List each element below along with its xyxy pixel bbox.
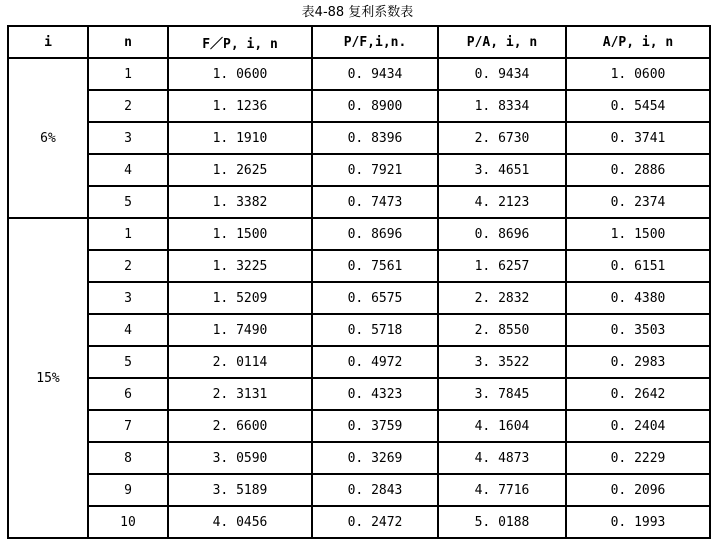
pa-cell: 1. 6257 <box>438 250 566 282</box>
period-cell: 1 <box>88 218 168 250</box>
ap-cell: 0. 2983 <box>566 346 710 378</box>
period-cell: 6 <box>88 378 168 410</box>
rate-cell: 15% <box>8 218 88 538</box>
fp-cell: 2. 3131 <box>168 378 312 410</box>
pa-cell: 3. 4651 <box>438 154 566 186</box>
table-row <box>8 154 710 186</box>
period-cell: 2 <box>88 90 168 122</box>
ap-cell: 0. 4380 <box>566 282 710 314</box>
fp-cell: 1. 1236 <box>168 90 312 122</box>
ap-cell: 0. 3503 <box>566 314 710 346</box>
fp-cell: 2. 6600 <box>168 410 312 442</box>
ap-cell: 0. 2404 <box>566 410 710 442</box>
table-row <box>8 282 710 314</box>
pa-cell: 4. 7716 <box>438 474 566 506</box>
table-row <box>8 90 710 122</box>
period-cell: 5 <box>88 346 168 378</box>
fp-cell: 1. 3225 <box>168 250 312 282</box>
fp-cell: 1. 7490 <box>168 314 312 346</box>
period-cell: 10 <box>88 506 168 538</box>
ap-cell: 0. 2096 <box>566 474 710 506</box>
table-row <box>8 314 710 346</box>
period-cell: 8 <box>88 442 168 474</box>
fp-cell: 1. 3382 <box>168 186 312 218</box>
pf-cell: 0. 7561 <box>312 250 438 282</box>
pa-cell: 4. 4873 <box>438 442 566 474</box>
pa-cell: 2. 2832 <box>438 282 566 314</box>
period-cell: 9 <box>88 474 168 506</box>
ap-cell: 0. 6151 <box>566 250 710 282</box>
pf-cell: 0. 9434 <box>312 58 438 90</box>
pa-cell: 5. 0188 <box>438 506 566 538</box>
rate-cell: 6% <box>8 58 88 218</box>
pf-cell: 0. 4972 <box>312 346 438 378</box>
header-ap: A/P, i, n <box>566 26 710 58</box>
pf-cell: 0. 3269 <box>312 442 438 474</box>
pa-cell: 2. 6730 <box>438 122 566 154</box>
compound-interest-table <box>7 25 711 539</box>
header-row <box>8 26 710 58</box>
pf-cell: 0. 7921 <box>312 154 438 186</box>
pf-cell: 0. 6575 <box>312 282 438 314</box>
table-row <box>8 186 710 218</box>
pa-cell: 4. 2123 <box>438 186 566 218</box>
ap-cell: 1. 1500 <box>566 218 710 250</box>
pf-cell: 0. 7473 <box>312 186 438 218</box>
pf-cell: 0. 4323 <box>312 378 438 410</box>
period-cell: 4 <box>88 154 168 186</box>
pf-cell: 0. 3759 <box>312 410 438 442</box>
fp-cell: 2. 0114 <box>168 346 312 378</box>
fp-cell: 1. 0600 <box>168 58 312 90</box>
fp-cell: 3. 0590 <box>168 442 312 474</box>
pa-cell: 1. 8334 <box>438 90 566 122</box>
ap-cell: 0. 5454 <box>566 90 710 122</box>
header-pa: P/A, i, n <box>438 26 566 58</box>
fp-cell: 1. 2625 <box>168 154 312 186</box>
period-cell: 7 <box>88 410 168 442</box>
pa-cell: 4. 1604 <box>438 410 566 442</box>
period-cell: 1 <box>88 58 168 90</box>
ap-cell: 0. 3741 <box>566 122 710 154</box>
header-fp: F／P, i, n <box>168 26 312 58</box>
pf-cell: 0. 8900 <box>312 90 438 122</box>
table-row <box>8 58 710 90</box>
period-cell: 5 <box>88 186 168 218</box>
fp-cell: 1. 1500 <box>168 218 312 250</box>
table-row <box>8 474 710 506</box>
table-caption: 表4-88 复利系数表 <box>301 5 414 20</box>
ap-cell: 0. 2229 <box>566 442 710 474</box>
pa-cell: 0. 8696 <box>438 218 566 250</box>
table-row <box>8 346 710 378</box>
fp-cell: 1. 5209 <box>168 282 312 314</box>
period-cell: 2 <box>88 250 168 282</box>
fp-cell: 1. 1910 <box>168 122 312 154</box>
period-cell: 4 <box>88 314 168 346</box>
ap-cell: 0. 2374 <box>566 186 710 218</box>
table-row <box>8 218 710 250</box>
pa-cell: 3. 7845 <box>438 378 566 410</box>
pa-cell: 3. 3522 <box>438 346 566 378</box>
table-row <box>8 410 710 442</box>
period-cell: 3 <box>88 122 168 154</box>
ap-cell: 0. 2886 <box>566 154 710 186</box>
pf-cell: 0. 2472 <box>312 506 438 538</box>
header-rate: i <box>8 26 88 58</box>
pa-cell: 0. 9434 <box>438 58 566 90</box>
table-row <box>8 122 710 154</box>
fp-cell: 3. 5189 <box>168 474 312 506</box>
pf-cell: 0. 8696 <box>312 218 438 250</box>
table-row <box>8 442 710 474</box>
table-row <box>8 378 710 410</box>
table-row <box>8 506 710 538</box>
fp-cell: 4. 0456 <box>168 506 312 538</box>
period-cell: 3 <box>88 282 168 314</box>
header-period: n <box>88 26 168 58</box>
ap-cell: 1. 0600 <box>566 58 710 90</box>
ap-cell: 0. 2642 <box>566 378 710 410</box>
table-body <box>8 58 710 538</box>
ap-cell: 0. 1993 <box>566 506 710 538</box>
pf-cell: 0. 5718 <box>312 314 438 346</box>
table-row <box>8 250 710 282</box>
header-pf: P/F,i,n. <box>312 26 438 58</box>
pf-cell: 0. 2843 <box>312 474 438 506</box>
pa-cell: 2. 8550 <box>438 314 566 346</box>
pf-cell: 0. 8396 <box>312 122 438 154</box>
